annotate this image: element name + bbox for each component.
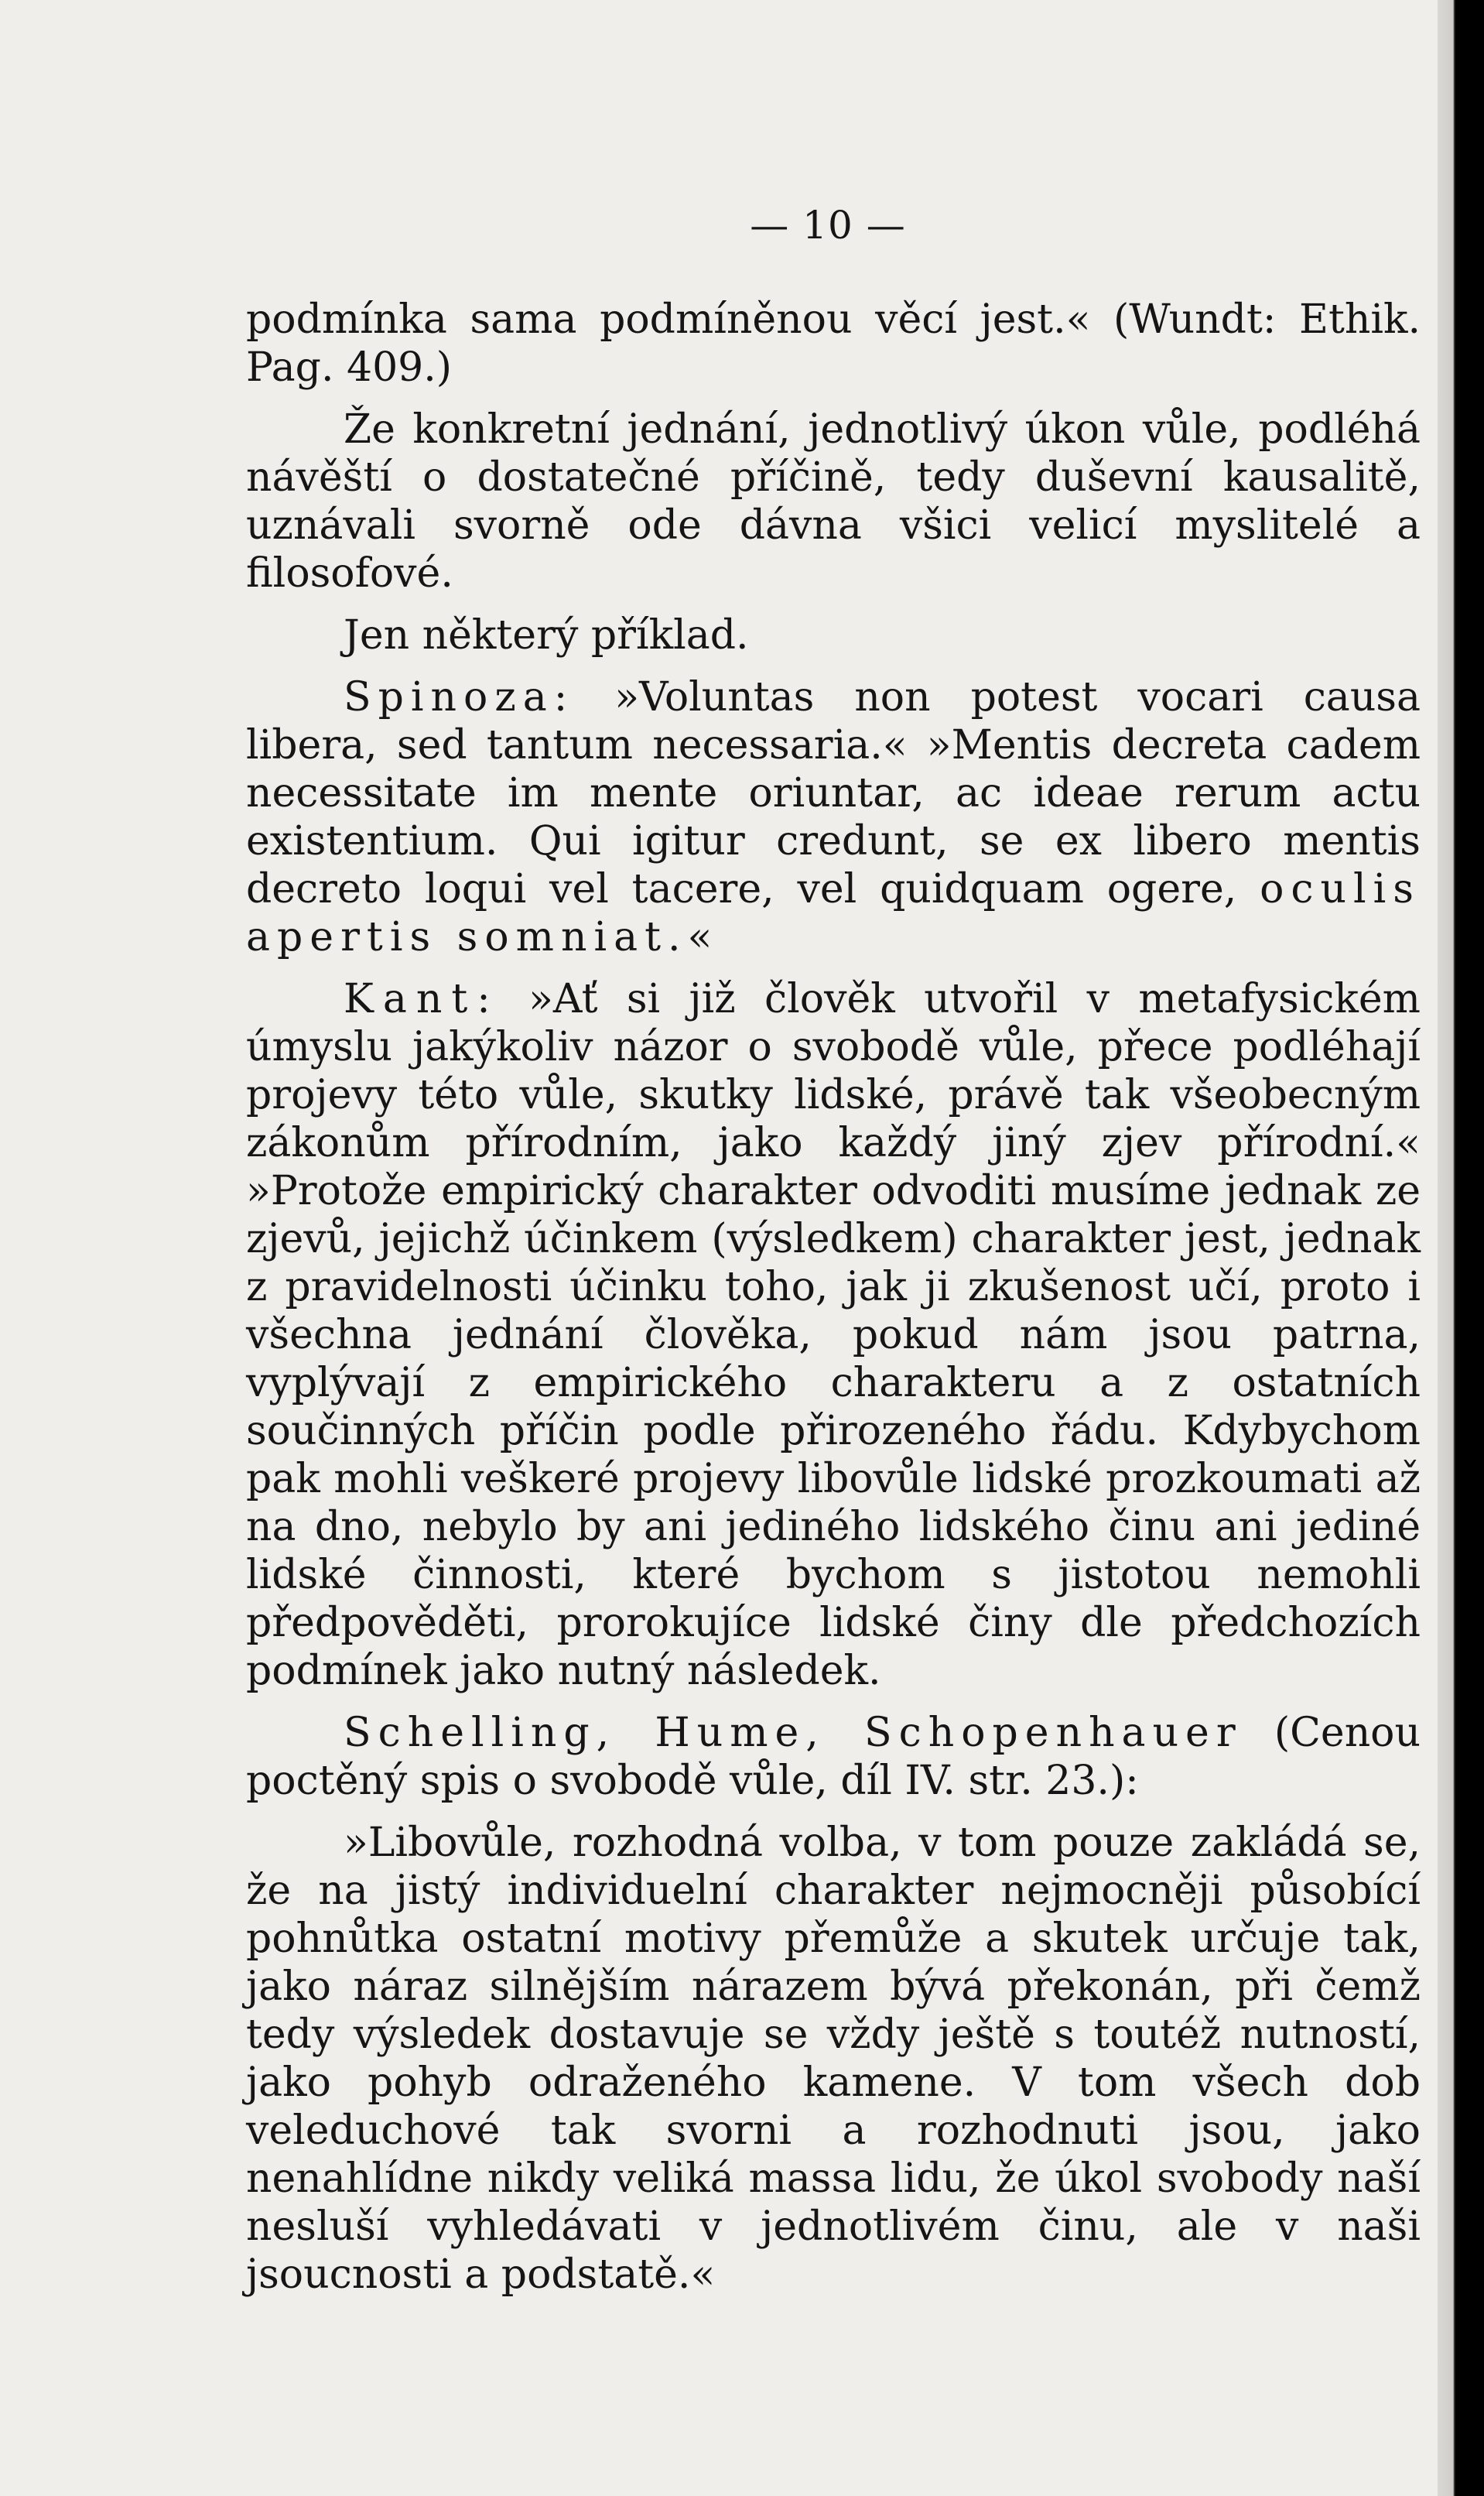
kant-quote: »Ať si již člověk utvořil v metafysickém úmyslu jakýkoliv názor o svobodě vůle, přece podléhají projevy této vůle, skutky lidské, právě tak všeobecným zákonům přírodním, jako každý jiný zjev přírodní.« »Protože empirický charakter odvoditi musíme jednak ze zjevů, jejichž účinkem (výsledkem) charakter jest, jednak z pravidelnosti účinku toho, jak ji zkušenost učí, proto i všechna jednání člověka, pokud nám jsou patrna, vyplývají z empirického charakteru a z ostatních součinných příčin podle přirozeného řádu. Kdybychom pak mohli veškeré projevy libovůle lidské prozkoumati až na dno, nebylo by ani jediného lidského činu ani jediné lidské činnosti, které bychom s jistotou nemohli předpověděti, prorokujíce lidské činy dle předchozích podmínek jako nutný následek. xyxy=(246,976,1421,1694)
schopenhauer-source: (Cenou poctěný spis o svobodě vůle, díl IV. str. 23.): xyxy=(246,1710,1421,1804)
author-name-kant: Kant: xyxy=(344,976,500,1022)
scan-edge xyxy=(1438,0,1484,2496)
author-name-spinoza: Spinoza: xyxy=(344,674,575,721)
body-text xyxy=(246,296,1421,2313)
spinoza-emphasis: oculis apertis somniat. xyxy=(246,866,1421,960)
paragraph-kant xyxy=(246,975,1421,1695)
author-names-schelling-hume-schopenhauer: Schelling, Hume, Schopenhauer xyxy=(344,1710,1243,1756)
paragraph-wundt-quote-end: podmínka sama podmíněnou věcí jest.« (Wundt: Ethik. Pag. 409.) xyxy=(246,296,1421,391)
spinoza-quote: »Voluntas non potest vocari causa libera, sed tantum necessaria.« »Mentis decreta cadem necessitate im mente oriuntar, ac ideae rerum actu existentium. Qui igitur credunt, se ex libero mentis decreto loqui vel tacere, vel quidquam ogere, xyxy=(246,674,1421,912)
paragraph-schelling xyxy=(246,1709,1421,1805)
paragraph-libovule-quote: »Libovůle, rozhodná volba, v tom pouze zakládá se, že na jistý individuelní charakter nejmocněji působící pohnůtka ostatní motivy přemůže a skutek určuje tak, jako náraz silnějším nárazem bývá překonán, při čemž tedy výsledek dostavuje se vždy ještě s toutéž nutností, jako pohyb odraženého kamene. V tom všech dob veleduchové tak svorni a rozhodnuti jsou, jako nenahlídne nikdy veliká massa lidu, že úkol svobody naší nesluší vyhledávati v jednotlivém činu, ale v naši jsoucnosti a podstatě.« xyxy=(246,1820,1421,2298)
page-number: — 10 — xyxy=(750,203,906,248)
paragraph-examples: Jen některý příklad. xyxy=(344,612,749,659)
spinoza-quote-close: « xyxy=(687,914,713,960)
paragraph-spinoza xyxy=(246,673,1421,961)
paragraph-intro: Že konkretní jednání, jednotlivý úkon vůle, podléhá návěští o dostatečné příčině, tedy duševní kausalitě, uznávali svorně ode dávna všici velicí myslitelé a filosofové. xyxy=(246,406,1421,597)
